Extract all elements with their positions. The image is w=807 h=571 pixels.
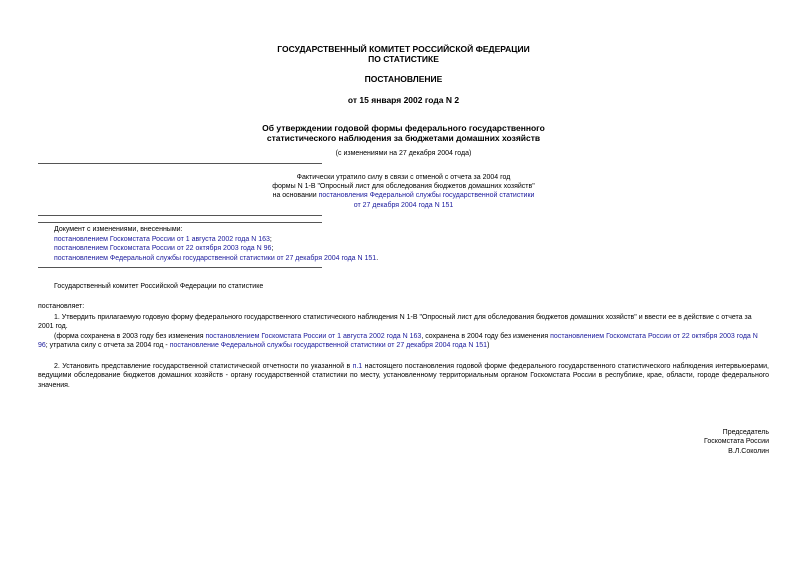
doc-type: ПОСТАНОВЛЕНИЕ [364, 74, 443, 85]
changes-note: (с изменениями на 27 декабря 2004 года) [335, 150, 472, 158]
amendment-link-2[interactable]: постановлением Госкомстата России от 22 октября 2003 года N 96 [54, 245, 272, 253]
note-link-decree-151[interactable]: постановление Федеральной службы государственной статистики от 27 декабря 2004 года N 151 [169, 342, 488, 350]
doc-date-number: от 15 января 2002 года N 2 [347, 94, 460, 105]
org-name-line2: ПО СТАТИСТИКЕ [368, 54, 439, 65]
status-line1: Фактически утратило силу в связи с отменой с отчета за 2004 год [296, 173, 511, 181]
note-link-decree-163[interactable]: постановлением Госкомстата России от 1 августа 2002 года N 163 [205, 332, 422, 340]
status-decree-link[interactable]: постановления Федеральной службы государственной статистики [318, 192, 535, 200]
status-line3-prefix: на основании [272, 192, 319, 200]
paragraph-2: 2. Установить представление государственной статистической отчетности по указанной в п.1 настоящего постановления годовой форме федерального государственного статистического наблюдения интервьюерами, ведущими обследование бюджетов домашних хозяйств - органу государственной статистики по месту, установленному территориальным органом Госкомстата России в республике, крае, области, городе федерального значения. [38, 362, 769, 389]
amendments-block [38, 225, 769, 263]
status-line3 [38, 191, 769, 200]
amendment-link-1[interactable]: постановлением Госкомстата России от 1 августа 2002 года N 163 [54, 235, 270, 243]
note-link-decree-96[interactable]: постановлением Госкомстата России от 22 октября 2003 года N 96 [38, 332, 758, 350]
amendment-item: постановлением Госкомстата России от 1 августа 2002 года N 163; [54, 235, 272, 243]
divider [38, 215, 322, 216]
status-line2: формы N 1-В "Опросный лист для обследования бюджетов домашних хозяйств" [272, 183, 535, 190]
signature-position: Председатель [722, 429, 769, 436]
status-decree-date-link[interactable]: от 27 декабря 2004 года N 151 [353, 201, 454, 209]
doc-title-line1: Об утверждении годовой формы федерального государственного [262, 122, 545, 133]
divider [38, 222, 322, 223]
amendment-item: постановлением Госкомстата России от 22 октября 2003 года N 96; [54, 245, 274, 253]
signature-name: В.Л.Соколин [728, 447, 769, 455]
issuer: Государственный комитет Российской Федерации по статистике [54, 283, 264, 291]
signature-block [38, 428, 769, 456]
signature-org: Госкомстата России [704, 438, 769, 446]
amendments-heading: Документ с изменениями, внесенными: [54, 226, 183, 234]
clause-1-link[interactable]: п.1 [352, 362, 363, 370]
divider [38, 163, 322, 164]
org-name-line1: ГОСУДАРСТВЕННЫЙ КОМИТЕТ РОССИЙСКОЙ ФЕДЕРАЦИИ [277, 44, 530, 54]
paragraph-1: 1. Утвердить прилагаемую годовую форму федерального государственного статистического наблюдения N 1-В "Опросный лист для обследования бюджетов домашних хозяйств" и ввести ее в действие с отчета за 2001 год. [38, 313, 752, 331]
divider [38, 267, 322, 268]
paragraph-1-note: (форма сохранена в 2003 году без изменения постановлением Госкомстата России от 1 августа 2002 года N 163, сохранена в 2004 году без изменения постановлением Госкомстата России от 22 октября 2003 года N 96; утратила силу с отчета за 2004 год - постановление Федеральной службы государственной статистики от 27 декабря 2004 года N 151) [38, 332, 758, 350]
doc-title-line2: статистического наблюдения за бюджетами домашних хозяйств [266, 132, 541, 143]
status-block [38, 173, 769, 211]
decrees-word: постановляет: [38, 302, 85, 310]
document-page [38, 44, 769, 456]
status-line4 [38, 201, 769, 210]
amendment-link-3[interactable]: постановлением Федеральной службы государственной статистики от 27 декабря 2004 года N 151 [54, 254, 377, 262]
amendment-item: постановлением Федеральной службы государственной статистики от 27 декабря 2004 года N 151. [54, 254, 379, 262]
